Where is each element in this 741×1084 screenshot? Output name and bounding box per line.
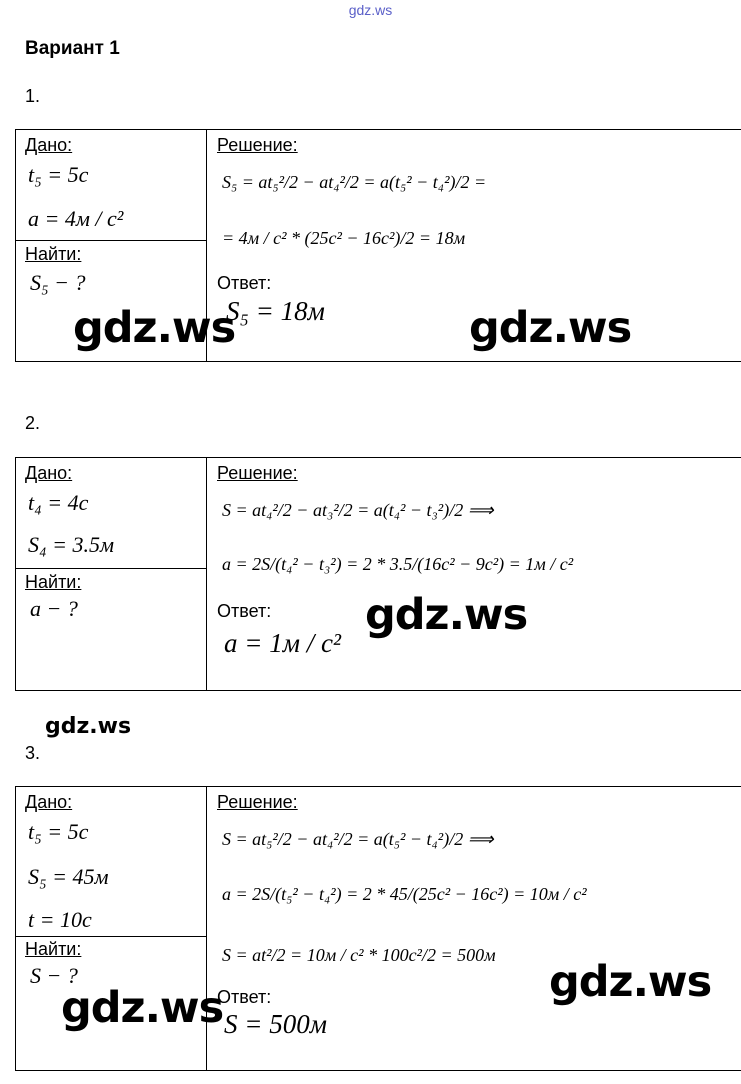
solution-line: = 4м / c² * (25c² − 16c²)/2 = 18м: [222, 228, 466, 248]
answer-value: S₅ = 18м: [226, 296, 325, 326]
find-value: a − ?: [30, 596, 78, 621]
answer-value: S = 500м: [224, 1009, 327, 1039]
answer-label: Ответ:: [217, 273, 272, 293]
given-label: Дано:: [25, 463, 73, 483]
given-item: t₄ = 4c: [28, 490, 89, 515]
find-label: Найти:: [25, 939, 82, 959]
watermark: gdz.ws: [469, 303, 632, 353]
find-value: S − ?: [30, 963, 78, 988]
solution-label: Решение:: [217, 135, 298, 155]
answer-label: Ответ:: [217, 987, 272, 1007]
watermark: gdz.ws: [45, 714, 132, 739]
problem-number: 3.: [25, 743, 41, 763]
watermark: gdz.ws: [549, 957, 712, 1007]
given-item: t₅ = 5c: [28, 819, 89, 844]
given-item: a = 4м / c²: [28, 206, 124, 231]
find-label: Найти:: [25, 572, 82, 592]
given-label: Дано:: [25, 135, 73, 155]
answer-label: Ответ:: [217, 601, 272, 621]
problem-number: 1.: [25, 86, 41, 106]
solution-line: S = at₅²/2 − at₄²/2 = a(t₅² − t₄²)/2 ⟹: [222, 829, 494, 849]
problem-2-table: [15, 457, 741, 691]
page-title: Вариант 1: [25, 38, 120, 59]
watermark: gdz.ws: [61, 983, 224, 1033]
site-label: gdz.ws: [348, 2, 393, 18]
find-label: Найти:: [25, 244, 82, 264]
solution-line: S₅ = at₅²/2 − at₄²/2 = a(t₅² − t₄²)/2 =: [222, 172, 487, 192]
watermark: gdz.ws: [73, 303, 236, 353]
solution-line: a = 2S/(t₅² − t₄²) = 2 * 45/(25c² − 16c²) = 10м / c²: [222, 884, 587, 904]
given-label: Дано:: [25, 792, 73, 812]
given-item: t = 10c: [28, 907, 92, 932]
solution-label: Решение:: [217, 463, 298, 483]
solution-line: S = at₄²/2 − at₃²/2 = a(t₄² − t₃²)/2 ⟹: [222, 500, 494, 520]
find-value: S₅ − ?: [30, 270, 86, 295]
given-item: S₅ = 45м: [28, 864, 109, 889]
watermark: gdz.ws: [365, 590, 528, 640]
solution-label: Решение:: [217, 792, 298, 812]
problem-number: 2.: [25, 413, 41, 433]
solution-line: a = 2S/(t₄² − t₃²) = 2 * 3.5/(16c² − 9c²) = 1м / c²: [222, 554, 574, 574]
given-item: t₅ = 5c: [28, 162, 89, 187]
answer-value: a = 1м / c²: [224, 628, 342, 658]
given-item: S₄ = 3.5м: [28, 532, 115, 557]
solution-line: S = at²/2 = 10м / c² * 100c²/2 = 500м: [222, 945, 496, 965]
